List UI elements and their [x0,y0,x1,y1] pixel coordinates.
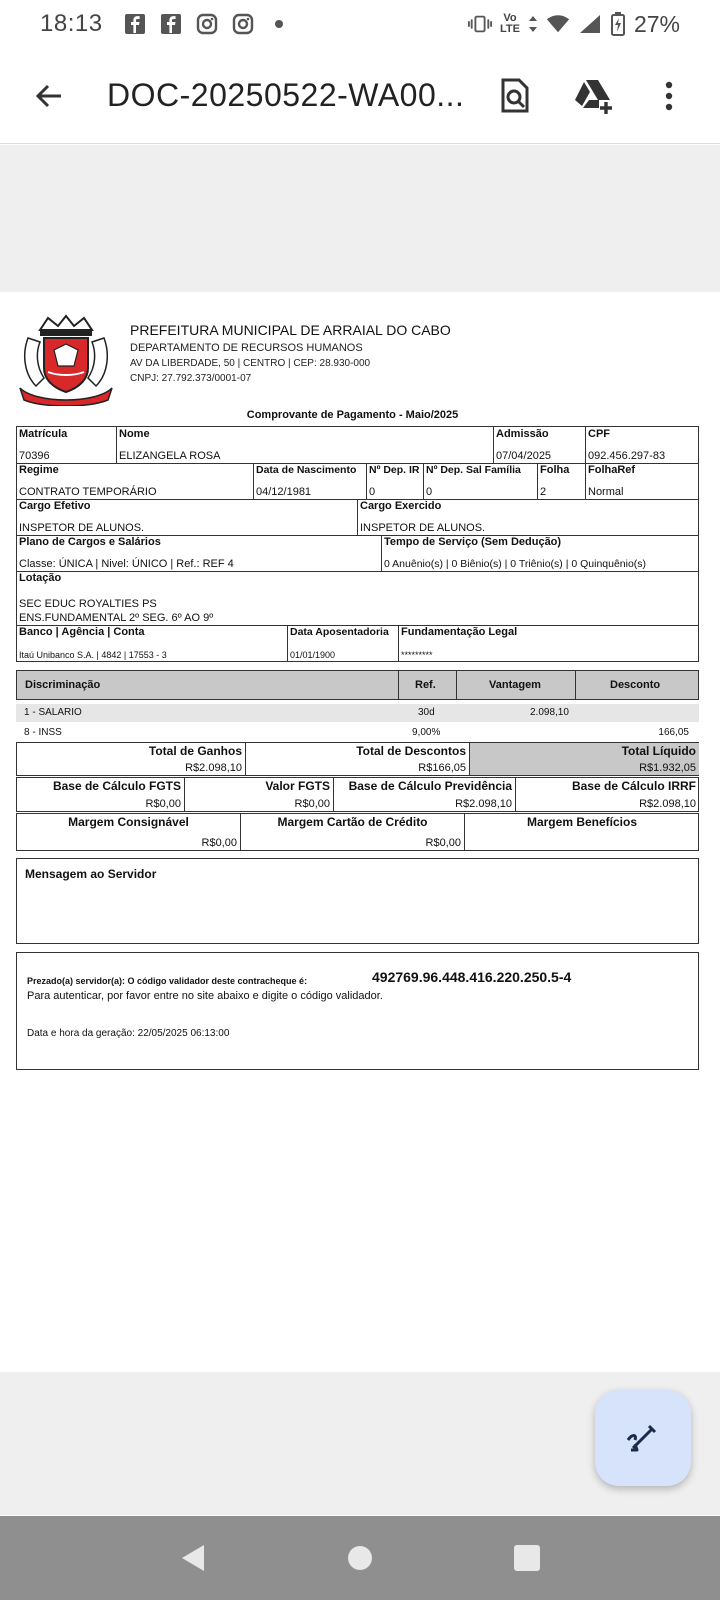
validation-label: Prezado(a) servidor(a): O código validador deste contracheque é: [27,976,308,986]
nascimento-label: Data de Nascimento [256,464,357,476]
edit-pen-icon [625,1420,661,1456]
regime-cell [17,463,254,499]
server-message-box [16,858,699,944]
fundamentacao-value: ********* [401,650,433,660]
total-descontos-label: Total de Descontos [356,744,466,758]
notification-icons [123,12,291,36]
dot-icon [267,12,291,36]
cargo-exercido-value: INSPETOR DE ALUNOS. [360,522,486,534]
header-ref: Ref. [415,679,436,691]
nascimento-value: 04/12/1981 [256,486,312,498]
nav-recents-button[interactable] [507,1538,547,1578]
nav-back-button[interactable] [173,1538,213,1578]
status-bar [0,0,720,48]
battery-percent: 27% [633,10,680,37]
nav-home-button[interactable] [340,1538,380,1578]
nome-value: ELIZANGELA ROSA [119,450,221,462]
dep-ir-cell [367,463,424,499]
org-address: AV DA LIBERDADE, 50 | CENTRO | CEP: 28.930-000 [130,358,371,369]
col-divider [575,671,576,699]
nav-back-icon [178,1542,208,1574]
wifi-icon [546,12,570,36]
organization-header [130,322,451,384]
calculation-bases-row [16,777,699,812]
municipal-crest [18,314,114,406]
signal-icon [578,12,602,36]
valor-fgts-value: R$0,00 [294,798,330,810]
margem-consignavel-label: Margem Consignável [68,815,189,829]
banco-label: Banco | Agência | Conta [19,626,145,638]
org-department: DEPARTAMENTO DE RECURSOS HUMANOS [130,342,363,354]
header-discriminacao: Discriminação [25,679,101,691]
dep-sal-cell [424,463,538,499]
validation-instructions: Para autenticar, por favor entre no site abaixo e digite o código validador. [27,990,383,1002]
document-title: DOC-20250522-WA00... [107,77,465,113]
edit-fab-button[interactable] [595,1390,691,1486]
row-ref: 30d [418,707,435,718]
cargo-efetivo-value: INSPETOR DE ALUNOS. [19,522,145,534]
cargo-efetivo-cell [17,499,358,535]
more-options-button[interactable] [641,68,697,124]
nome-cell [117,427,494,463]
regime-value: CONTRATO TEMPORÁRIO [19,486,157,498]
back-button[interactable] [21,68,77,124]
dep-ir-value: 0 [369,486,376,498]
generation-datetime: Data e hora da geração: 22/05/2025 06:13:00 [27,1028,230,1039]
lotacao-value-1: SEC EDUC ROYALTIES PS [19,598,157,610]
validation-box [16,952,699,1070]
banco-cell [17,625,288,661]
valor-fgts-label: Valor FGTS [265,779,330,793]
admissao-value: 07/04/2025 [496,450,552,462]
dep-sal-label: Nº Dep. Sal Família [426,464,521,476]
base-fgts-value: R$0,00 [145,798,181,810]
cpf-cell [586,427,699,463]
total-descontos-cell [246,743,470,775]
lotacao-label: Lotação [19,572,62,584]
earnings-table-header [16,670,699,700]
margem-cartao-label: Margem Cartão de Crédito [277,815,428,829]
base-previdencia-value: R$2.098,10 [455,798,512,810]
admissao-label: Admissão [496,428,549,440]
data-arrows-icon [528,12,538,36]
receipt-title: Comprovante de Pagamento - Maio/2025 [246,409,459,421]
folharef-cell [586,463,699,499]
tempo-servico-value: 0 Anuênio(s) | 0 Biênio(s) | 0 Triênio(s) | 0 Quinquênio(s) [384,558,647,570]
total-liquido-label: Total Líquido [621,744,696,758]
col-divider [456,671,457,699]
total-liquido-value: R$1.932,05 [639,762,696,774]
cargo-exercido-label: Cargo Exercido [360,500,442,512]
fundamentacao-cell [399,625,699,661]
back-arrow-icon [33,80,65,112]
folha-label: Folha [540,464,570,476]
folharef-label: FolhaRef [588,464,636,476]
total-descontos-value: R$166,05 [418,762,466,774]
instagram-icon [231,12,255,36]
org-name: PREFEITURA MUNICIPAL DE ARRAIAL DO CABO [130,322,451,338]
lotacao-value-2: ENS.FUNDAMENTAL 2º SEG. 6º AO 9º [19,612,214,624]
nav-recents-icon [513,1544,541,1572]
lotacao-cell [17,571,699,625]
valor-fgts-cell [185,778,334,811]
folha-value: 2 [540,486,547,498]
vibrate-icon [468,12,492,36]
cargo-exercido-cell [358,499,699,535]
dep-ir-label: Nº Dep. IR [369,464,420,476]
base-irrf-value: R$2.098,10 [639,798,696,810]
plano-cell [17,535,382,571]
nome-label: Nome [119,428,150,440]
base-previdencia-cell [334,778,516,811]
server-message-title: Mensagem ao Servidor [25,867,157,881]
more-vert-icon [665,81,673,111]
margem-beneficios-cell [465,814,699,850]
matricula-value: 70396 [19,450,50,462]
base-fgts-label: Base de Cálculo FGTS [52,779,181,793]
base-previdencia-label: Base de Cálculo Previdência [348,779,512,793]
margem-cartao-value: R$0,00 [425,837,461,849]
row-desc: 8 - INSS [24,727,62,738]
drive-add-icon [573,78,613,114]
col-divider [398,671,399,699]
total-ganhos-cell [17,743,246,775]
table-row [16,724,699,742]
cargo-efetivo-label: Cargo Efetivo [19,500,91,512]
margins-row [16,813,699,851]
nav-home-icon [346,1544,374,1572]
header-vantagem: Vantagem [489,679,541,691]
cpf-label: CPF [588,428,610,440]
total-ganhos-label: Total de Ganhos [148,744,242,758]
fundamentacao-label: Fundamentação Legal [401,626,518,638]
matricula-cell [17,427,117,463]
plano-label: Plano de Cargos e Salários [19,536,161,548]
system-status-icons [468,11,680,38]
system-navigation-bar [0,1516,720,1600]
app-bar [0,48,720,144]
margem-consignavel-value: R$0,00 [201,837,237,849]
validation-code: 492769.96.448.416.220.250.5-4 [372,969,572,985]
volte-top-label: Vo [503,12,517,24]
base-irrf-cell [516,778,699,811]
header-desconto: Desconto [610,679,661,691]
document-viewer[interactable] [0,145,720,1515]
margem-consignavel-cell [17,814,241,850]
row-vantagem: 2.098,10 [530,707,569,718]
dep-sal-value: 0 [426,486,433,498]
base-irrf-label: Base de Cálculo IRRF [571,779,696,793]
aposentadoria-cell [288,625,399,661]
search-document-icon [499,78,531,114]
banco-value: Itaú Unibanco S.A. | 4842 | 17553 - 3 [19,650,167,660]
document-page [0,292,720,1372]
facebook-icon [159,12,183,36]
volte-bottom-label: LTE [499,23,520,35]
org-cnpj: CNPJ: 27.792.373/0001-07 [130,373,252,384]
folha-cell [538,463,586,499]
row-desconto: 166,05 [658,727,689,738]
total-liquido-cell [470,743,699,775]
margem-cartao-cell [241,814,465,850]
status-time: 18:13 [40,10,103,37]
folharef-value: Normal [588,486,624,498]
row-desc: 1 - SALARIO [24,707,82,718]
instagram-icon [195,12,219,36]
search-document-button[interactable] [487,68,543,124]
tempo-servico-label: Tempo de Serviço (Sem Dedução) [384,536,562,548]
save-to-drive-button[interactable] [565,68,621,124]
aposentadoria-value: 01/01/1900 [290,650,336,660]
row-ref: 9,00% [412,727,441,738]
matricula-label: Matrícula [19,428,68,440]
facebook-icon [123,12,147,36]
cpf-value: 092.456.297-83 [588,450,666,462]
totals-row [16,742,699,776]
regime-label: Regime [19,464,59,476]
base-fgts-cell [17,778,185,811]
admissao-cell [494,427,586,463]
nascimento-cell [254,463,367,499]
margem-beneficios-label: Margem Benefícios [526,815,638,829]
employee-info-grid [16,426,699,662]
table-row [16,704,699,722]
aposentadoria-label: Data Aposentadoria [290,626,389,638]
volte-icon [500,13,520,35]
total-ganhos-value: R$2.098,10 [185,762,242,774]
tempo-servico-cell [382,535,699,571]
plano-value: Classe: ÚNICA | Nivel: ÚNICO | Ref.: REF 4 [19,558,234,570]
battery-charging-icon [610,12,626,36]
